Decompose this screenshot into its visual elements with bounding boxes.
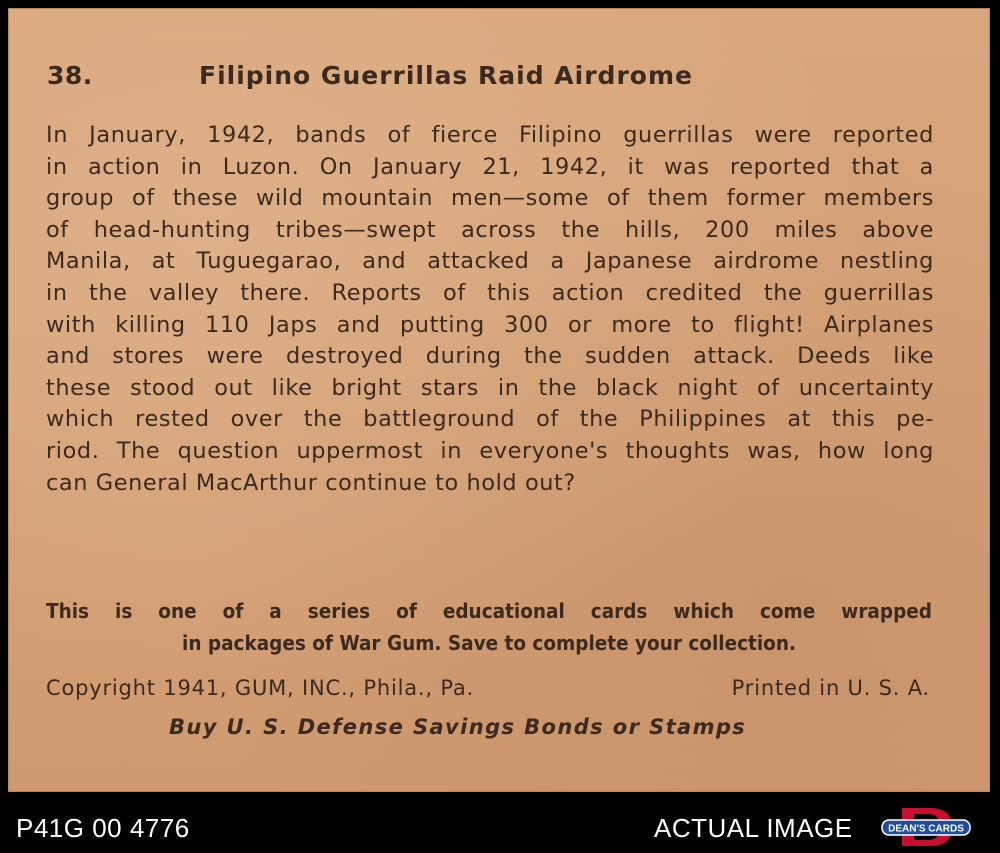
card-body-text	[46, 120, 934, 499]
body-line: in the valley there. Reports of this action credited the guerrillas	[46, 279, 934, 306]
series-note	[46, 595, 932, 659]
body-line: and stores were destroyed during the sudden attack. Deeds like	[46, 343, 934, 370]
body-line: of head-hunting tribes—swept across the hills, 200 miles above	[46, 216, 934, 243]
body-line: Manila, at Tuguegarao, and attacked a Japanese airdrome nestling	[46, 248, 934, 275]
series-note-line: in packages of War Gum. Save to complete your collection.	[182, 631, 796, 655]
trading-card-back	[8, 8, 990, 792]
card-number: 38.	[47, 61, 93, 90]
actual-image-label: ACTUAL IMAGE	[654, 813, 853, 843]
deans-cards-logo	[880, 806, 972, 848]
body-line: riod. The question uppermost in everyone's thoughts was, how long	[46, 437, 934, 464]
body-line: in action in Luzon. On January 21, 1942, it was reported that a	[46, 153, 934, 180]
body-line: can General MacArthur continue to hold out?	[46, 469, 576, 496]
card-title: Filipino Guerrillas Raid Airdrome	[199, 61, 693, 90]
scan-footer	[0, 800, 1000, 853]
copyright-row	[46, 673, 930, 703]
body-line: which rested over the battleground of the Philippines at this pe-	[46, 406, 934, 433]
body-line: these stood out like bright stars in the black night of uncertainty	[46, 374, 934, 401]
body-line: with killing 110 Japs and putting 300 or more to flight! Airplanes	[46, 311, 934, 338]
copyright-text: Copyright 1941, GUM, INC., Phila., Pa.	[46, 676, 474, 700]
logo-text: DEAN'S CARDS	[888, 823, 964, 835]
defense-bonds-slogan: Buy U. S. Defense Savings Bonds or Stamps	[169, 715, 747, 739]
body-line: In January, 1942, bands of fierce Filipino guerrillas were reported	[46, 122, 934, 148]
card-header	[47, 61, 947, 101]
printed-in-text: Printed in U. S. A.	[731, 676, 930, 700]
series-note-line: This is one of a series of educational cards which come wrapped	[46, 599, 932, 623]
certification-number: P41G 00 4776	[16, 813, 190, 843]
body-line: group of these wild mountain men—some of them former members	[46, 185, 934, 212]
